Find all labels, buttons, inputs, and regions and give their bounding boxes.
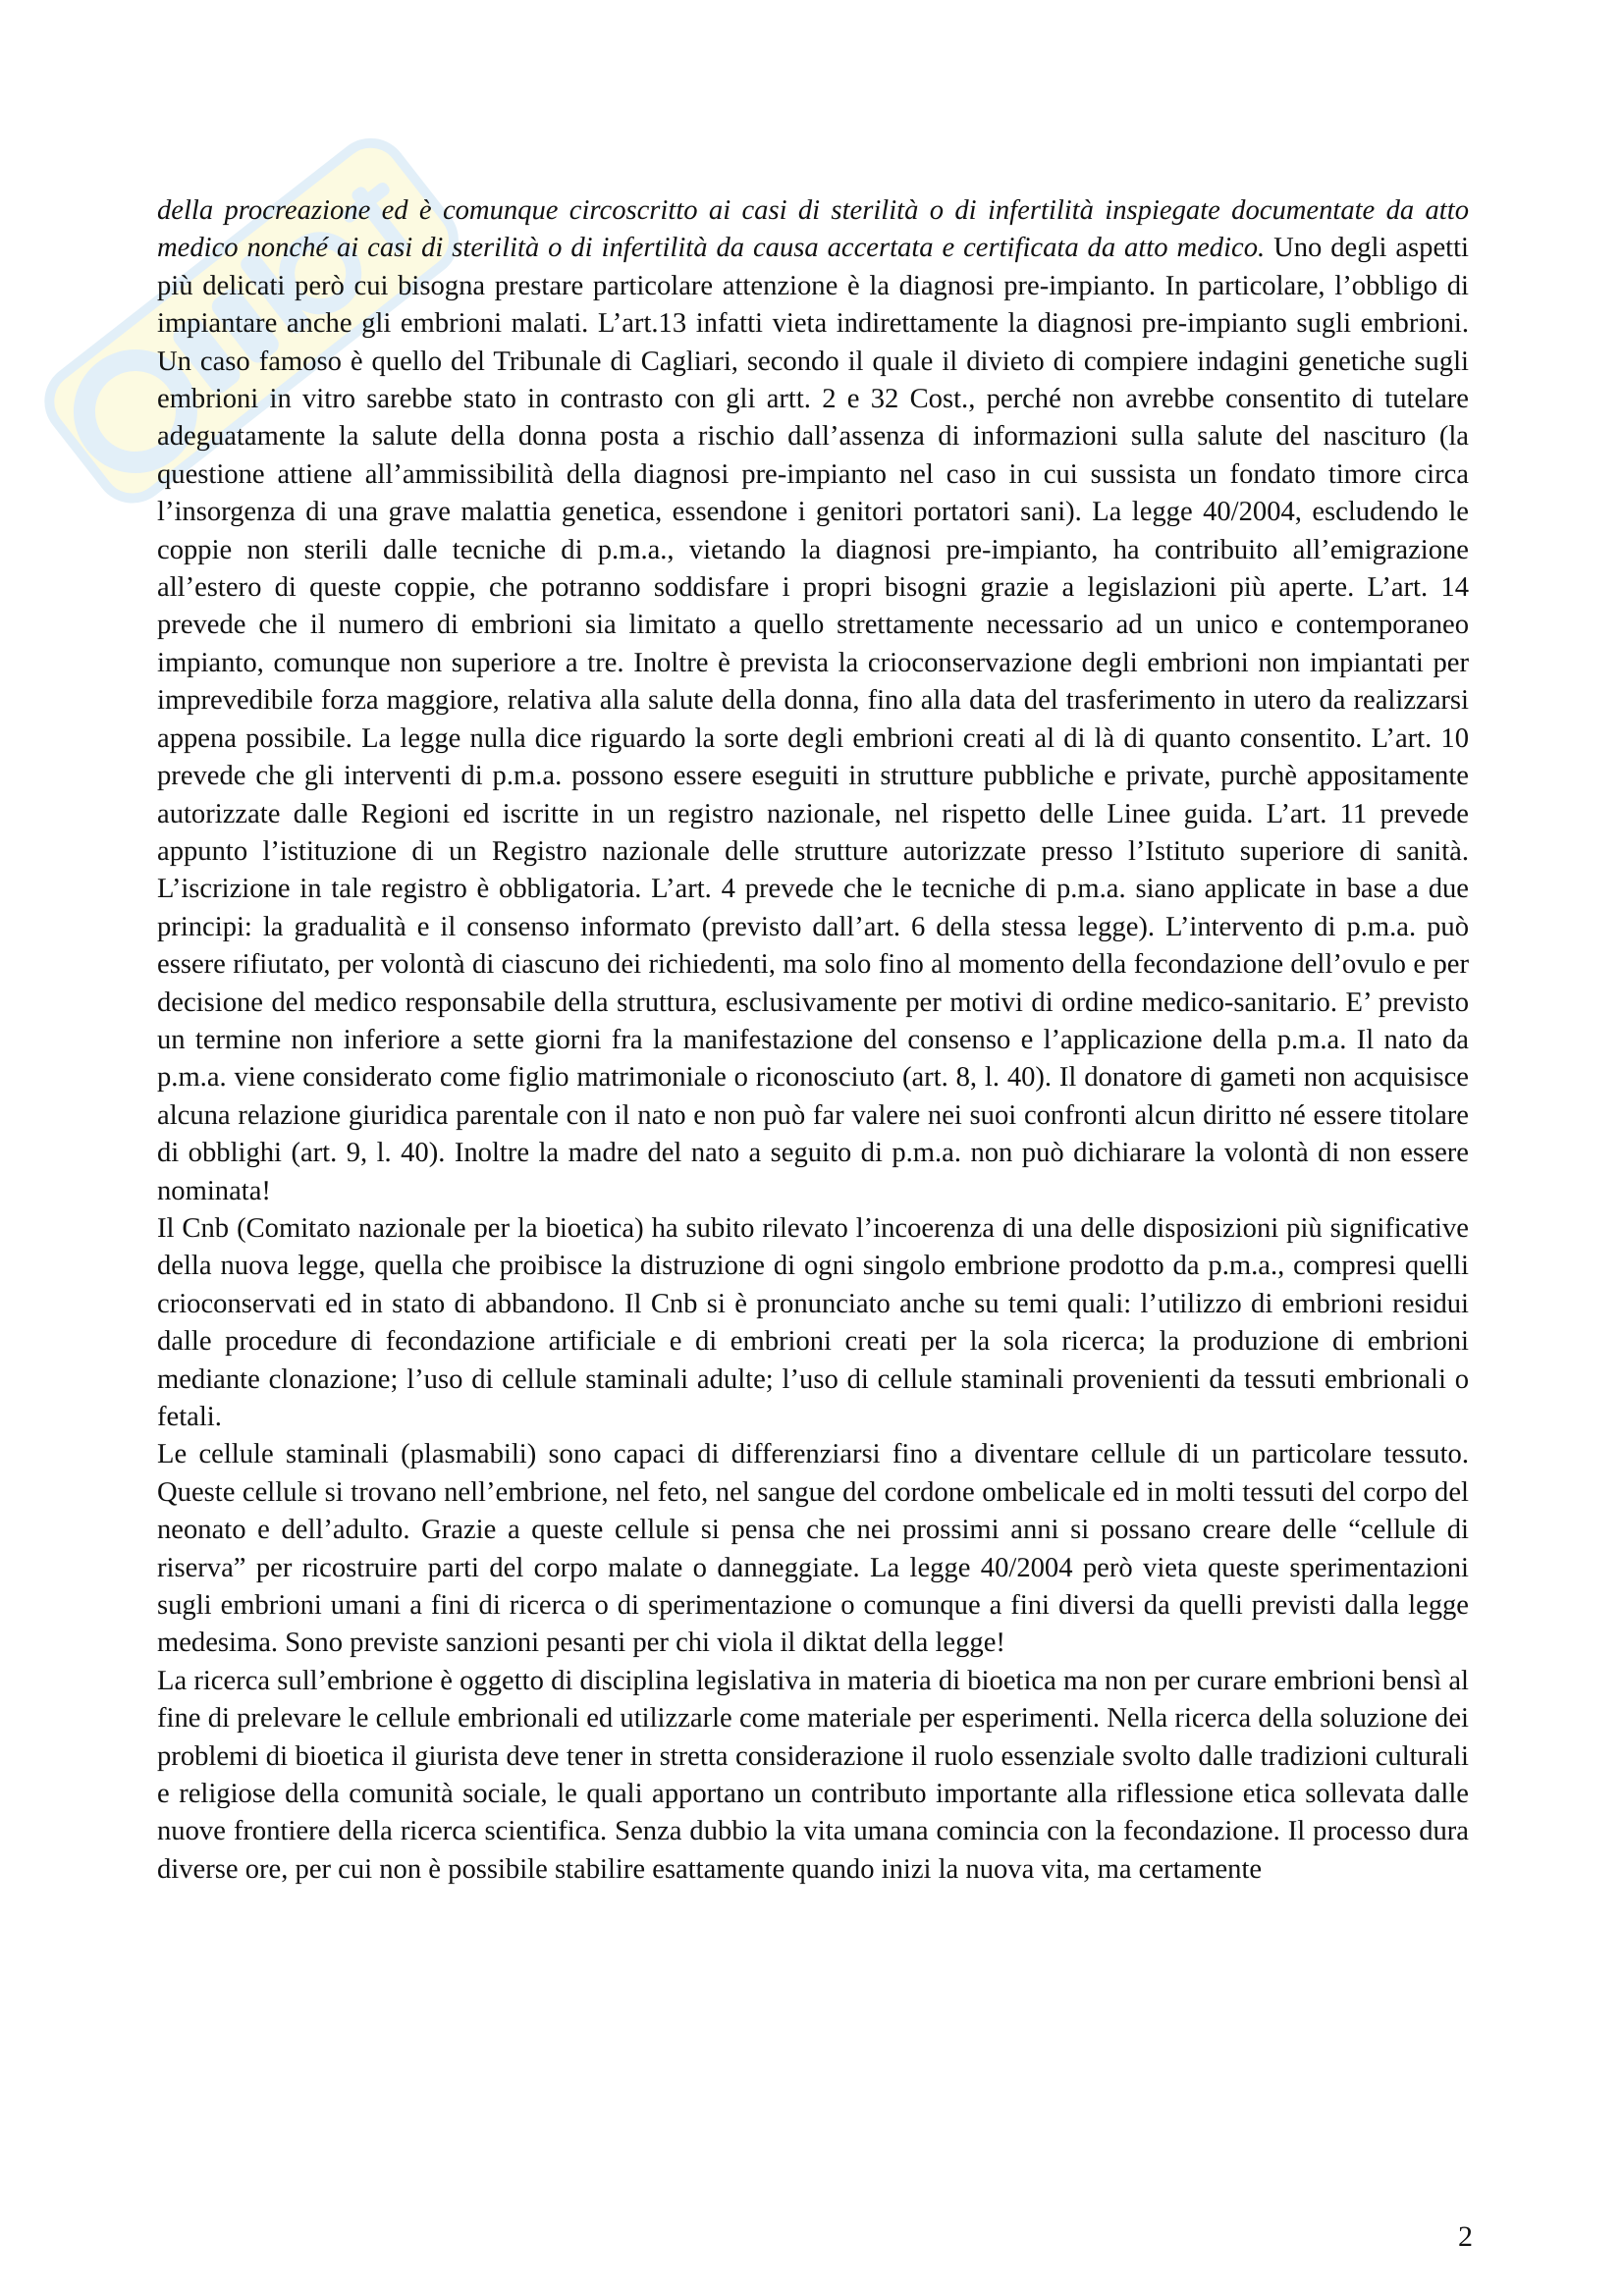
- document-body: [157, 192, 1469, 1889]
- page-number: 2: [1458, 2220, 1473, 2253]
- paragraph-1: [157, 192, 1469, 1210]
- paragraph-1-text: Uno degli aspetti più delicati però cui bisogna prestare particolare attenzione è la diagnosi pre-impianto. In particolare, l’obbligo di impiantare anche gli embrioni malati. L’art.13 infatti vieta indirettamente la diagnosi pre-impianto sugli embrioni. Un caso famoso è quello del Tribunale di Cagliari, secondo il quale il divieto di compiere indagini genetiche sugli embrioni in vitro sarebbe stato in contrasto con gli artt. 2 e 32 Cost., perché non avrebbe consentito di tutelare adeguatamente la salute della donna posta a rischio dall’assenza di informazioni sulla salute del nascituro (la questione attiene all’ammissibilità della diagnosi pre-impianto nel caso in cui sussista un fondato timore circa l’insorgenza di una grave malattia genetica, essendone i genitori portatori sani). La legge 40/2004, escludendo le coppie non sterili dalle tecniche di p.m.a., vietando la diagnosi pre-impianto, ha contribuito all’emigrazione all’estero di queste coppie, che potranno soddisfare i propri bisogni grazie a legislazioni più aperte. L’art. 14 prevede che il numero di embrioni sia limitato a quello strettamente necessario ad un unico e contemporaneo impianto, comunque non superiore a tre. Inoltre è prevista la crioconservazione degli embrioni non impiantati per imprevedibile forza maggiore, relativa alla salute della donna, fino alla data del trasferimento in utero da realizzarsi appena possibile. La legge nulla dice riguardo la sorte degli embrioni creati al di là di quanto consentito. L’art. 10 prevede che gli interventi di p.m.a. possono essere eseguiti in strutture pubbliche e private, purchè appositamente autorizzate dalle Regioni ed iscritte in un registro nazionale, nel rispetto delle Linee guida. L’art. 11 prevede appunto l’istituzione di un Registro nazionale delle strutture autorizzate presso l’Istituto superiore di sanità. L’iscrizione in tale registro è obbligatoria. L’art. 4 prevede che le tecniche di p.m.a. siano applicate in base a due principi: la gradualità e il consenso informato (previsto dall’art. 6 della stessa legge). L’intervento di p.m.a. può essere rifiutato, per volontà di ciascuno dei richiedenti, ma solo fino al momento della fecondazione dell’ovulo e per decisione del medico responsabile della struttura, esclusivamente per motivi di ordine medico-sanitario. E’ previsto un termine non inferiore a sette giorni fra la manifestazione del consenso e l’applicazione della p.m.a. Il nato da p.m.a. viene considerato come figlio matrimoniale o riconosciuto (art. 8, l. 40). Il donatore di gameti non acquisisce alcuna relazione giuridica parentale con il nato e non può far valere nei suoi confronti alcun diritto né essere titolare di obblighi (art. 9, l. 40). Inoltre la madre del nato a seguito di p.m.a. non può dichiarare la volontà di non essere nominata!: [157, 233, 1469, 1206]
- paragraph-3: Le cellule staminali (plasmabili) sono capaci di differenziarsi fino a diventare cellule di un particolare tessuto. Queste cellule si trovano nell’embrione, nel feto, nel sangue del cordone ombelicale ed in molti tessuti del corpo del neonato e dell’adulto. Grazie a queste cellule si pensa che nei prossimi anni si possano creare delle “cellule di riserva” per ricostruire parti del corpo malate o danneggiate. La legge 40/2004 però vieta queste sperimentazioni sugli embrioni umani a fini di ricerca o di sperimentazione o comunque a fini diversi da quelli previsti dalla legge medesima. Sono previste sanzioni pesanti per chi viola il diktat della legge!: [157, 1439, 1469, 1659]
- paragraph-1-italic-lead: della procreazione ed è comunque circoscritto ai casi di sterilità o di infertilità inspiegate documentate da atto medico nonché ai casi di sterilità o di infertilità da causa accertata e certificata da atto medico.: [157, 195, 1469, 264]
- paragraph-4: La ricerca sull’embrione è oggetto di disciplina legislativa in materia di bioetica ma non per curare embrioni bensì al fine di prelevare le cellule embrionali ed utilizzarle come materiale per esperimenti. Nella ricerca della soluzione dei problemi di bioetica il giurista deve tener in stretta considerazione il ruolo essenziale svolto dalle tradizioni culturali e religiose della comunità sociale, le quali apportano un contributo importante alla riflessione etica sollevata dalle nuove frontiere della ricerca scientifica. Senza dubbio la vita umana comincia con la fecondazione. Il processo dura diverse ore, per cui non è possibile stabilire esattamente quando inizi la nuova vita, ma certamente: [157, 1665, 1469, 1885]
- paragraph-2: Il Cnb (Comitato nazionale per la bioetica) ha subito rilevato l’incoerenza di una delle disposizioni più significative della nuova legge, quella che proibisce la distruzione di ogni singolo embrione prodotto da p.m.a., compresi quelli crioconservati ed in stato di abbandono. Il Cnb si è pronunciato anche su temi quali: l’utilizzo di embrioni residui dalle procedure di fecondazione artificiale e di embrioni creati per la sola ricerca; la produzione di embrioni mediante clonazione; l’uso di cellule staminali adulte; l’uso di cellule staminali provenienti da tessuti embrionali o fetali.: [157, 1212, 1469, 1432]
